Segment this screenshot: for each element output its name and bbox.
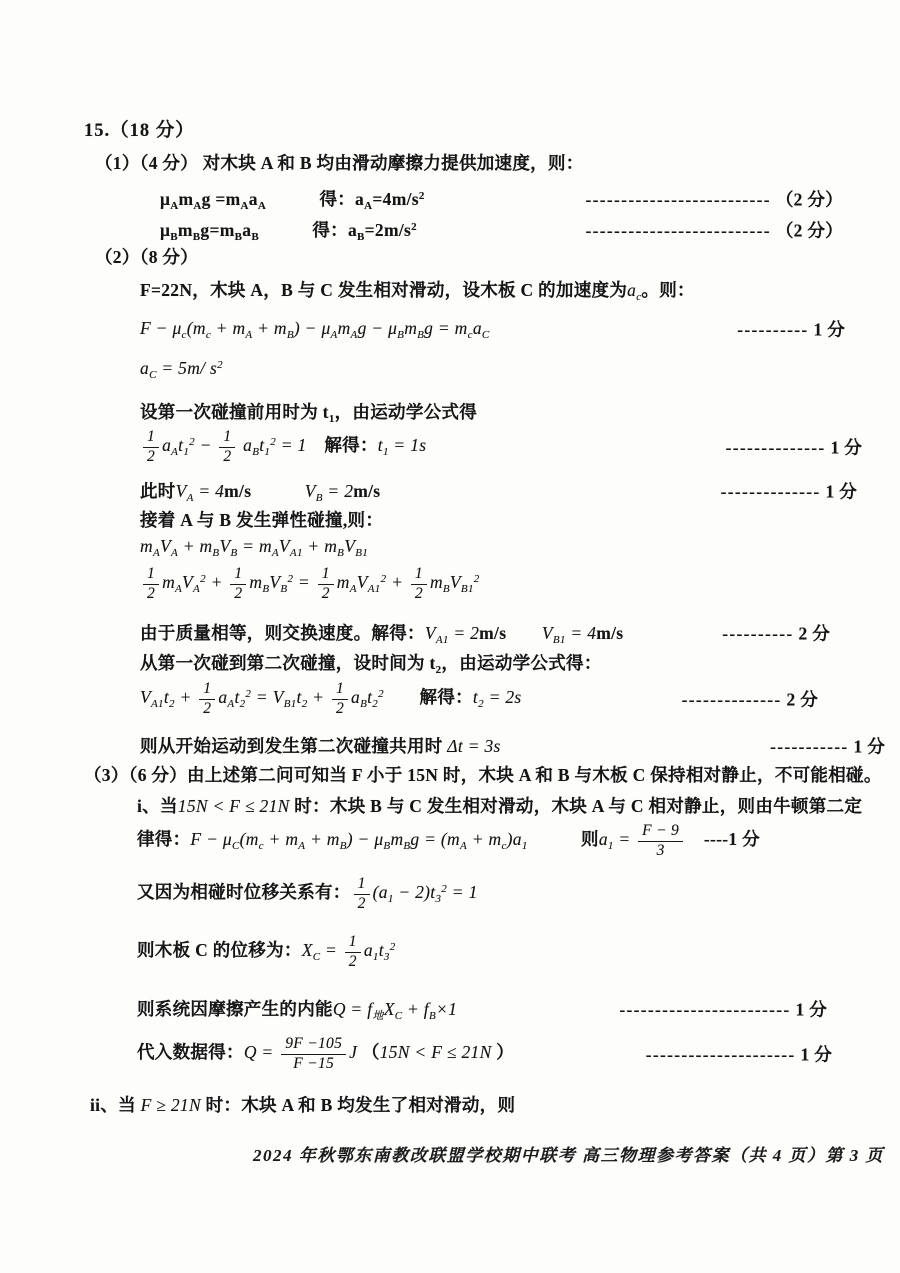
eq-exchange-score bbox=[722, 620, 830, 645]
p2-intro bbox=[0, 277, 900, 302]
eq-friction-b-text: $\mu_Bm_Bg=m_Ba_B$ 得：$a_B=2m/s^2$ bbox=[160, 220, 417, 243]
score-label: （2 分） bbox=[775, 189, 843, 209]
case-i-intro-text: i、当15N < F ≤ 21N 时：木块 B 与 C 发生相对滑动，木块 A 与 C 相对静止，则由牛顿第二定 bbox=[137, 796, 863, 816]
dotted-leader: -------------------------- bbox=[585, 220, 771, 240]
score-label: 1 分 bbox=[825, 481, 857, 501]
score-label: 2 分 bbox=[786, 689, 818, 710]
score-label: 1 分 bbox=[830, 437, 862, 458]
score-label: 2 分 bbox=[798, 623, 830, 643]
dotted-leader: -------------- bbox=[720, 481, 821, 501]
dotted-leader: ---------- bbox=[722, 623, 794, 643]
score-label: 1 分 bbox=[853, 736, 885, 756]
eq-energy bbox=[0, 566, 900, 602]
eq-heat-value-text: 代入数据得：Q = $\frac{9F -105}{F -15}$ J （15N < F ≤ 21N ） bbox=[137, 1035, 515, 1072]
dotted-leader: ------------------------ bbox=[619, 999, 791, 1019]
part1-header-text: （1）（4 分） 对木块 A 和 B 均由滑动摩擦力提供加速度，则： bbox=[95, 153, 584, 173]
dotted-leader: -------------- bbox=[725, 437, 826, 458]
eq-heat bbox=[0, 996, 900, 1021]
eq-newton-c-text: $F - \mu_c(m_c + m_A + m_B) - \mu_Am_Ag - \mu_Bm_Bg = m_ca_C$ bbox=[140, 318, 490, 341]
eq-total-time-score bbox=[770, 733, 885, 758]
eq-exchange bbox=[0, 620, 900, 645]
eq-kinematics-t1 bbox=[0, 429, 900, 465]
dotted-leader: ----------- bbox=[770, 736, 849, 756]
case-i-intro bbox=[0, 793, 900, 818]
case-ii-intro bbox=[0, 1092, 900, 1117]
eq-friction-b-score bbox=[586, 217, 843, 242]
eq-kinematics-t1-text: $\frac{1}{2}$ $a_At_1^2$ − $\frac{1}{2}$ $a_Bt_1^2 = 1$ 解得：$t_1 = 1s$ bbox=[140, 435, 426, 455]
eq-total-time bbox=[0, 733, 900, 758]
eq-friction-a bbox=[0, 186, 900, 211]
question-number-text: 15.（18 分） bbox=[84, 121, 195, 141]
eq-xc-text: 则木板 C 的位移为：$X_C$ = $\frac{1}{2}$ $a_1t_3^2$ bbox=[137, 933, 396, 970]
p2-t2-intro bbox=[0, 650, 900, 675]
eq-kinematics-t2-text: $V_{A1}t_2$ + $\frac{1}{2}$ $a_At_2^2 = V_{B1}t_2$ + $\frac{1}{2}$ $a_Bt_2^2$ 解得：$t_2 = 2s$ bbox=[140, 680, 522, 717]
eq-ac-value-text: $a_C = 5m/$ $s^2$ bbox=[140, 358, 223, 381]
eq-velocities-t1-text: 此时$V_A = 4m/s$ $V_B = 2m/s$ bbox=[140, 481, 381, 504]
dotted-leader: -------------------------- bbox=[585, 189, 771, 209]
eq-kinematics-t2-score bbox=[682, 687, 818, 712]
eq-displacement-relation-text: 又因为相碰时位移关系有： $\frac{1}{2}$ $(a_1 - 2)t_3^2 = 1$ bbox=[137, 875, 478, 912]
eq-friction-b bbox=[0, 217, 900, 242]
part3-header bbox=[0, 762, 900, 787]
p2-elastic-intro bbox=[0, 507, 900, 532]
page-footer: 2024 年秋鄂东南教改联盟学校期中联考 高三物理参考答案（共 4 页）第 3 页 bbox=[253, 1146, 884, 1165]
part1-header bbox=[0, 150, 900, 175]
score-label: 1 分 bbox=[813, 319, 845, 339]
eq-displacement-relation bbox=[0, 876, 900, 912]
p2-t1-intro bbox=[0, 399, 900, 424]
question-number bbox=[0, 116, 900, 142]
eq-kinematics-t1-score bbox=[726, 435, 862, 460]
eq-exchange-text: 由于质量相等，则交换速度。解得：$V_{A1} = 2m/s$ $V_{B1} = 4m/s$ bbox=[140, 623, 624, 646]
dotted-leader: --------------------- bbox=[645, 1044, 796, 1065]
eq-newton-case-i-text: 律得：$F - \mu_C(m_c + m_A + m_B) - \mu_Bm_Bg = (m_A + m_c)a_1$ 则$a_1$ = $\frac{F - 9}{3}$ ----1 分 bbox=[137, 822, 760, 859]
eq-newton-c-score bbox=[737, 316, 845, 341]
dotted-leader: ---------- bbox=[737, 319, 809, 339]
part3-header-text: （3）（6 分）由上述第二问可知当 F 小于 15N 时，木块 A 和 B 与木板 C 保持相对静止，不可能相碰。 bbox=[84, 765, 882, 785]
eq-heat-value bbox=[0, 1036, 900, 1072]
score-label: 1 分 bbox=[800, 1044, 832, 1065]
score-label: 1 分 bbox=[795, 999, 827, 1019]
eq-ac-value bbox=[0, 358, 900, 379]
eq-heat-score bbox=[619, 996, 827, 1021]
p2-t2-intro-text: 从第一次碰到第二次碰撞，设时间为 $t_2$，由运动学公式得： bbox=[140, 653, 602, 676]
eq-friction-a-score bbox=[586, 186, 843, 211]
eq-total-time-text: 则从开始运动到发生第二次碰撞共用时 Δt = 3s bbox=[140, 736, 501, 756]
eq-newton-c bbox=[0, 318, 900, 339]
eq-momentum bbox=[0, 536, 900, 557]
eq-heat-text: 则系统因摩擦产生的内能$Q = f_地X_C + f_B\times 1$ bbox=[137, 999, 458, 1022]
eq-momentum-text: $m_AV_A + m_BV_B = m_AV_{A1} + m_BV_{B1}$ bbox=[140, 536, 369, 559]
eq-xc bbox=[0, 934, 900, 970]
part2-header-text: （2）（8 分） bbox=[95, 247, 199, 267]
eq-newton-case-i bbox=[0, 823, 900, 859]
eq-heat-value-score bbox=[646, 1042, 832, 1067]
p2-intro-text: F=22N，木块 A，B 与 C 发生相对滑动，设木板 C 的加速度为$a_c$。则： bbox=[140, 280, 695, 303]
case-ii-intro-text: ii、当 F ≥ 21N 时：木块 A 和 B 均发生了相对滑动，则 bbox=[90, 1095, 516, 1115]
score-label: （2 分） bbox=[775, 220, 843, 240]
part2-header bbox=[0, 244, 900, 269]
eq-energy-text: $\frac{1}{2}$ $m_AV_A^2$ + $\frac{1}{2}$ $m_BV_B^2$ = $\frac{1}{2}$ $m_AV_{A1}^2$ + $\frac{1}{2}$ $m_BV_{B1}^2$ bbox=[140, 572, 480, 592]
eq-velocities-t1 bbox=[0, 478, 900, 503]
eq-friction-a-text: $\mu_Am_Ag =m_Aa_A$ 得：$a_A=4m/s^2$ bbox=[160, 189, 425, 212]
dotted-leader: -------------- bbox=[681, 689, 782, 710]
p2-elastic-intro-text: 接着 A 与 B 发生弹性碰撞,则： bbox=[140, 510, 384, 530]
p2-t1-intro-text: 设第一次碰撞前用时为 $t_1$，由运动学公式得 bbox=[140, 402, 478, 425]
eq-velocities-t1-score bbox=[721, 478, 857, 503]
eq-kinematics-t2 bbox=[0, 681, 900, 717]
